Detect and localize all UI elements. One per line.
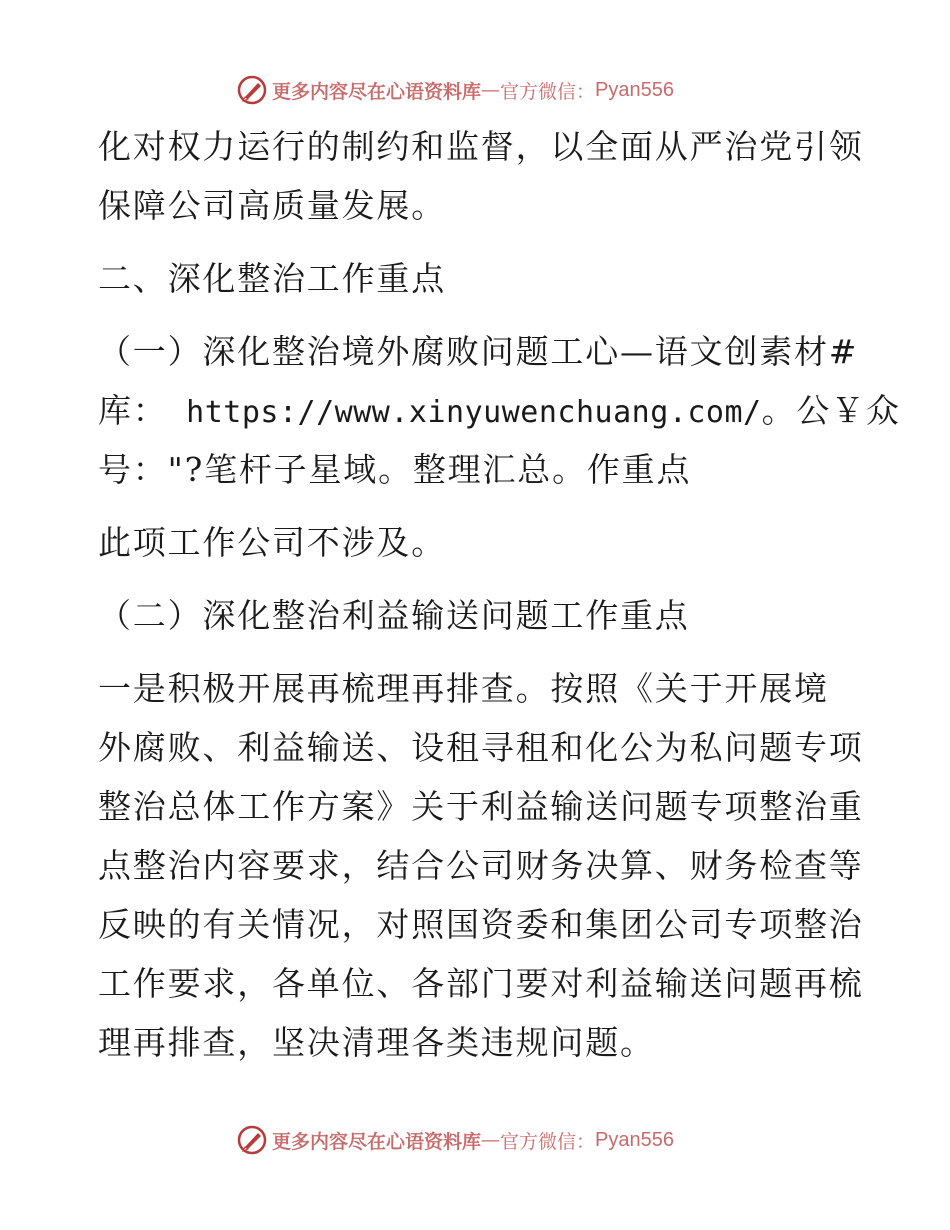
paragraph-line: 此项工作公司不涉及。 [98, 523, 446, 562]
label-text: 。公￥众 [761, 391, 901, 430]
paragraph-line: 外腐败、利益输送、设租寻租和化公为私问题专项 [98, 728, 864, 767]
banner-wechat-id: Pyan556 [595, 1128, 674, 1151]
section-heading: 二、深化整治工作重点 [98, 259, 446, 298]
paragraph-line: 化对权力运行的制约和监督，以全面从严治党引领 [98, 127, 864, 166]
footer-watermark-banner [236, 1123, 716, 1157]
header-watermark-banner [236, 73, 716, 107]
banner-wechat-id: Pyan556 [595, 78, 674, 101]
subsection-heading-1: （一）深化整治境外腐败问题工心—语文创素材# [98, 332, 859, 371]
subsection-heading-1-cont: 号："?笔杆子星域。整理汇总。作重点 [98, 450, 692, 489]
banner-dash: — [481, 1129, 501, 1151]
document-body [98, 117, 901, 1072]
paragraph-line: 理再排查，坚决清理各类违规问题。 [98, 1023, 655, 1062]
banner-wechat-label: 官方微信： [500, 80, 596, 103]
subsection-heading-2: （二）深化整治利益输送问题工作重点 [98, 596, 690, 635]
banner-wechat-label: 官方微信： [500, 1130, 596, 1153]
paragraph-line: 工作要求，各单位、各部门要对利益输送问题再梳 [98, 964, 864, 1003]
paragraph-line: 整治总体工作方案》关于利益输送问题专项整治重 [98, 787, 864, 826]
pen-logo-icon [236, 74, 268, 106]
banner-main-text: 更多内容尽在心语资料库 [272, 80, 482, 103]
paragraph-line: 保障公司高质量发展。 [98, 186, 446, 225]
pen-logo-icon [236, 1124, 268, 1156]
label-text: 库： [98, 391, 168, 430]
banner-dash: — [481, 79, 501, 101]
website-url-text: https://www.xinyuwenchuang.com/ [167, 395, 762, 430]
subsection-heading-1-cont [98, 381, 901, 440]
paragraph-line: 一是积极开展再梳理再排查。按照《关于开展境 [98, 669, 829, 708]
paragraph-line: 点整治内容要求，结合公司财务决算、财务检查等 [98, 846, 864, 885]
paragraph-line: 反映的有关情况，对照国资委和集团公司专项整治 [98, 905, 864, 944]
banner-main-text: 更多内容尽在心语资料库 [272, 1130, 482, 1153]
